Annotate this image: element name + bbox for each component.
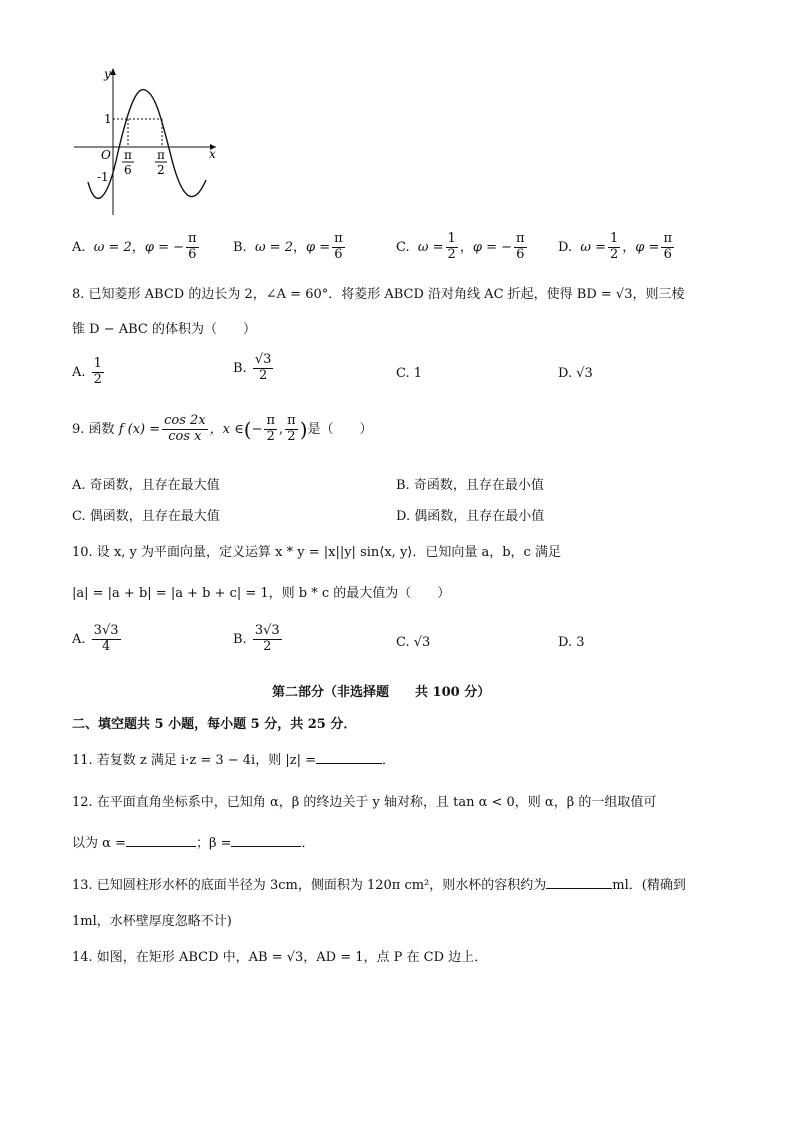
q9-option-c: C. 偶函数，且存在最大值	[72, 509, 220, 524]
q8-option-a: A. $\frac{1}{2}$	[72, 356, 102, 387]
q13-line1: 13. 已知圆柱形水杯的底面半径为 3cm，侧面积为 120π cm²，则水杯的容积约为 ml．(精确到	[72, 878, 686, 893]
q10-line2: |a| = |a + b| = |a + b + c| = 1，则 b * c 的最大值为（ ）	[72, 586, 451, 601]
q10-option-c: C. √3	[396, 635, 431, 650]
q14: 14. 如图，在矩形 ABCD 中，AB = √3，AD = 1，点 P 在 CD 边上．	[72, 950, 488, 965]
q8-option-c: C. 1	[396, 366, 423, 381]
section2-heading: 二、填空题共 5 小题，每小题 5 分，共 25 分．	[72, 717, 357, 732]
y-axis-label: y	[104, 67, 111, 81]
q9-option-b: B. 奇函数，且存在最小值	[396, 478, 544, 493]
q10-option-a: A. $\frac{3√3}{4}$	[72, 623, 119, 654]
tick-x-2-den: 2	[157, 163, 165, 177]
q9-stem: 9. 函数 f (x) = $\frac{\cos 2x}{\text{cos x}}$ ，x ∈(− $\frac{\pi}{2}$ , $\frac{\pi}{2}$ )是（ ）	[72, 413, 373, 444]
tick-y-1: 1	[104, 112, 112, 126]
q8-line1: 8. 已知菱形 ABCD 的边长为 2，∠A = 60°．将菱形 ABCD 沿对角线 AC 折起，使得 BD = √3，则三棱	[72, 287, 685, 302]
q8-line2: 锥 D − ABC 的体积为（ ）	[72, 322, 256, 337]
q7-option-c: C. ω = $\frac{1}{2}$ ，φ = − $\frac{\pi}{6}$	[396, 231, 525, 262]
tick-x-1-den: 6	[124, 163, 132, 177]
tick-x-1-num: π	[124, 148, 132, 162]
q7-option-b: B. ω = 2，φ = $\frac{\pi}{6}$	[233, 231, 343, 262]
x-axis-label: x	[209, 147, 216, 161]
q13-line2: 1ml，水杯壁厚度忽略不计)	[72, 914, 232, 929]
y-axis-arrow	[110, 68, 116, 75]
q10-option-d: D. 3	[558, 635, 585, 650]
q9-option-d: D. 偶函数，且存在最小值	[396, 509, 545, 524]
q9-option-a: A. 奇函数，且存在最大值	[72, 478, 220, 493]
origin-label: O	[101, 148, 111, 162]
q12-line1: 12. 在平面直角坐标系中，已知角 α，β 的终边关于 y 轴对称，且 tan α < 0，则 α，β 的一组取值可	[72, 795, 657, 810]
q7-option-a: A. ω = 2，φ = − $\frac{\pi}{6}$	[72, 231, 197, 262]
q7-option-d: D. ω = $\frac{1}{2}$ ，φ = $\frac{\pi}{6}$	[558, 231, 672, 262]
tick-y-minus-1: -1	[97, 170, 109, 184]
tick-x-2-num: π	[157, 148, 165, 162]
sine-graph	[60, 60, 230, 225]
q10-line1: 10. 设 x, y 为平面向量，定义运算 x * y = |x||y| sin⟨x, y⟩．已知向量 a，b，c 满足	[72, 545, 561, 560]
q12-line2: 以为 α = ；β = ．	[72, 836, 315, 851]
q8-option-d: D. √3	[558, 366, 593, 381]
q11: 11. 若复数 z 满足 i·z = 3 − 4i，则 |z| = ．	[72, 753, 395, 768]
part2-title: 第二部分（非选择题 共 100 分）	[272, 685, 491, 700]
q10-option-b: B. $\frac{3√3}{2}$	[233, 623, 280, 654]
q8-option-b: B. $\frac{√3}{2}$	[233, 352, 272, 383]
